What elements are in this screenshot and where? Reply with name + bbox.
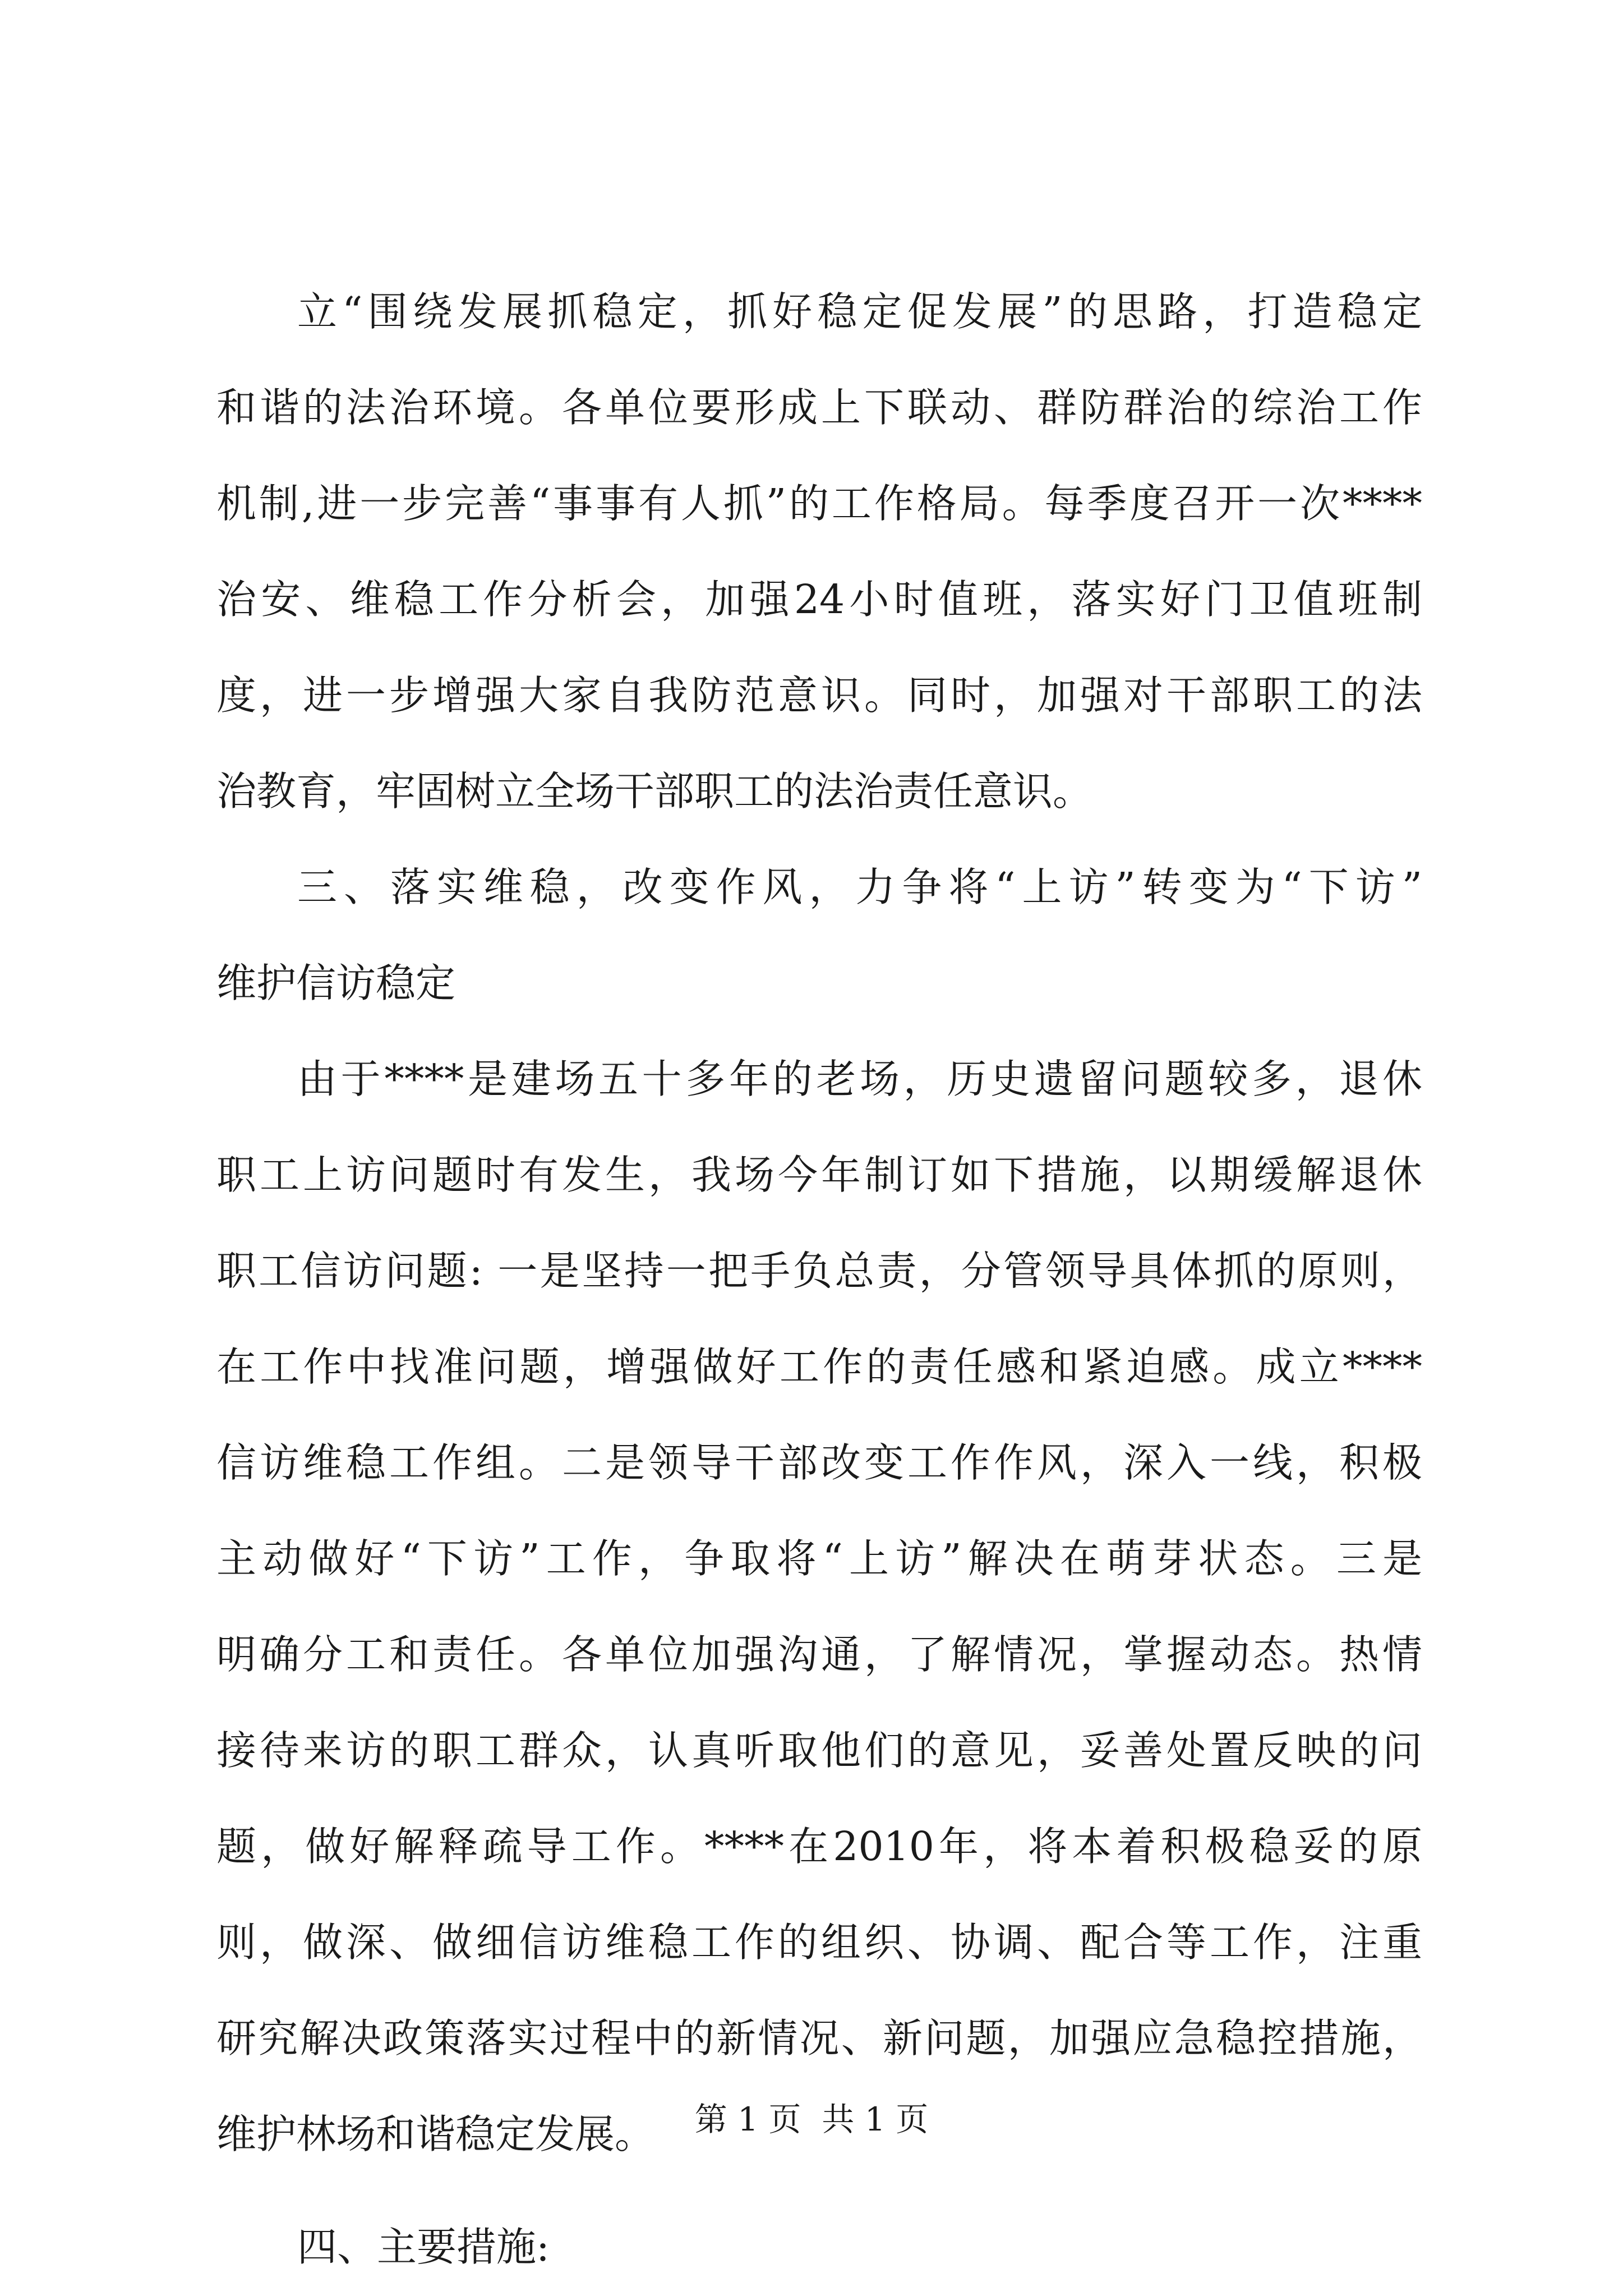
paragraph-line: 职工上访问题时有发生，我场今年制订如下措施，以期缓解退休 xyxy=(216,1152,1422,1198)
paragraph-line: 度，进一步增强大家自我防范意识。同时，加强对干部职工的法 xyxy=(216,672,1422,719)
paragraph-line: 和谐的法治环境。各单位要形成上下联动、群防群治的综治工作 xyxy=(216,384,1422,431)
paragraph-line: 治教育，牢固树立全场干部职工的法治责任意识。 xyxy=(216,768,1093,815)
paragraph-line: 由于****是建场五十多年的老场，历史遗留问题较多，退休 xyxy=(297,1056,1422,1102)
paragraph-line: 维护林场和谐稳定发展。 xyxy=(216,2111,655,2157)
paragraph-line: 立“围绕发展抓稳定，抓好稳定促发展”的思路，打造稳定 xyxy=(297,288,1422,335)
paragraph-line: 在工作中找准问题，增强做好工作的责任感和紧迫感。成立**** xyxy=(216,1343,1422,1390)
body-text xyxy=(216,264,1422,2295)
paragraph-line: 明确分工和责任。各单位加强沟通，了解情况，掌握动态。热情 xyxy=(216,1631,1422,1678)
spacer xyxy=(216,2182,1422,2199)
paragraph-line: 接待来访的职工群众，认真听取他们的意见，妥善处置反映的问 xyxy=(216,1727,1422,1774)
section-heading-line: 三、落实维稳，改变作风，力争将“上访”转变为“下访” xyxy=(297,864,1422,910)
paragraph-line: 研究解决政策落实过程中的新情况、新问题，加强应急稳控措施， xyxy=(216,2015,1422,2062)
section-heading-line: 维护信访稳定 xyxy=(216,960,456,1006)
paragraph-line: 题，做好解释疏导工作。****在2010年，将本着积极稳妥的原 xyxy=(216,1823,1422,1870)
section-heading-line: 四、主要措施: xyxy=(297,2224,550,2270)
paragraph-line: 信访维稳工作组。二是领导干部改变工作作风，深入一线，积极 xyxy=(216,1439,1422,1486)
paragraph-line: 则，做深、做细信访维稳工作的组织、协调、配合等工作，注重 xyxy=(216,1919,1422,1966)
paragraph-line: 职工信访问题: 一是坚持一把手负总责，分管领导具体抓的原则， xyxy=(216,1248,1422,1294)
page-footer: 第 1 页 共 1 页 xyxy=(694,2100,929,2138)
paragraph-line: 机制,进一步完善“事事有人抓”的工作格局。每季度召开一次**** xyxy=(216,480,1422,527)
paragraph-line: 治安、维稳工作分析会，加强24小时值班，落实好门卫值班制 xyxy=(216,576,1422,623)
paragraph-line: 主动做好“下访”工作，争取将“上访”解决在萌芽状态。三是 xyxy=(216,1535,1422,1582)
